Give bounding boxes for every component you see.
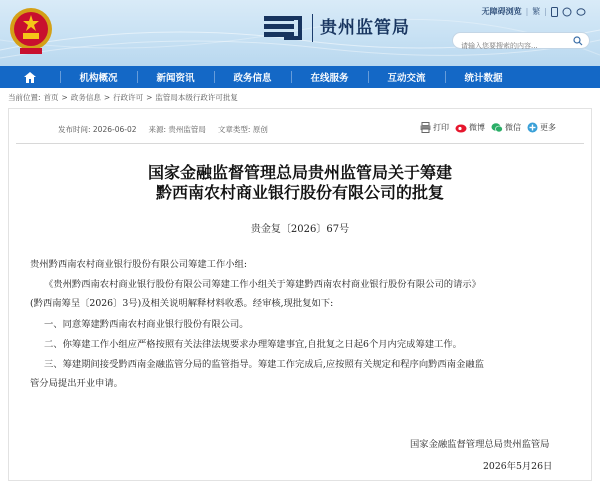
nav-item-statistics[interactable]: 统计数据 (445, 66, 522, 88)
weibo-icon (455, 122, 467, 133)
share-bar (420, 122, 556, 133)
nav-item-about[interactable]: 机构概况 (60, 66, 137, 88)
printer-icon (420, 122, 431, 133)
article-title-line2: 黔西南农村商业银行股份有限公司的批复 (155, 183, 444, 202)
sign-date: 2026年5月26日 (483, 461, 553, 472)
top-links (482, 6, 586, 17)
more-share-button[interactable] (527, 122, 556, 133)
salutation: 贵州黔西南农村商业银行股份有限公司筹建工作小组: (30, 259, 247, 270)
breadcrumb-item-approvals[interactable]: 监管局本级行政许可批复 (155, 93, 238, 102)
breadcrumb-separator: > (61, 93, 68, 102)
nav-item-online-service[interactable]: 在线服务 (291, 66, 368, 88)
regulator-logo-icon (262, 12, 304, 46)
breadcrumb-prefix: 当前位置: (8, 93, 41, 102)
home-icon (24, 72, 36, 83)
article-title-line1: 国家金融监督管理总局贵州监管局关于筹建 (147, 163, 452, 182)
article-source: 来源: 贵州监管局 (148, 125, 206, 134)
wechat-share-button[interactable] (491, 122, 521, 133)
site-name: 贵州监管局 (320, 18, 410, 38)
wechat-label: 微信 (505, 123, 521, 132)
traditional-chinese-link[interactable]: 繁 (532, 7, 541, 16)
print-label: 打印 (433, 123, 449, 132)
brand-divider (312, 14, 313, 42)
weibo-icon[interactable] (562, 7, 572, 17)
breadcrumb-item-home[interactable]: 首页 (43, 93, 59, 102)
breadcrumb-separator: > (146, 93, 153, 102)
accessibility-link[interactable]: 无障碍浏览 (481, 7, 522, 16)
mobile-icon[interactable] (551, 7, 558, 17)
breadcrumb-item-government-info[interactable]: 政务信息 (70, 93, 101, 102)
item-3-line2: 管分局提出开业申请。 (30, 378, 123, 389)
item-3-line1: 三、筹建期间接受黔西南金融监管分局的监管指导。筹建工作完成后,应按照有关规定和程序向黔西南金融监 (44, 359, 484, 370)
breadcrumb (8, 92, 238, 103)
plus-icon (527, 122, 538, 133)
search-input[interactable] (453, 39, 565, 54)
more-label: 更多 (540, 123, 556, 132)
signature: 国家金融监督管理总局贵州监管局 (410, 439, 550, 450)
article-meta-bar (8, 119, 592, 141)
weibo-label: 微博 (469, 123, 485, 132)
nav-item-government-info[interactable]: 政务信息 (214, 66, 291, 88)
document-number: 贵金复〔2026〕67号 (250, 224, 350, 235)
article-meta (58, 124, 268, 135)
search-icon[interactable] (573, 36, 583, 46)
item-1: 一、同意筹建黔西南农村商业银行股份有限公司。 (44, 319, 249, 330)
breadcrumb-separator: > (103, 93, 111, 102)
nav-item-news[interactable]: 新闻资讯 (137, 66, 214, 88)
divider: | (525, 7, 529, 16)
nav-home[interactable] (0, 66, 60, 88)
publish-date: 发布时间: 2026-06-02 (58, 125, 137, 134)
wechat-icon (491, 122, 503, 133)
print-button[interactable] (420, 122, 449, 133)
search-box (452, 32, 590, 49)
main-nav (0, 66, 600, 88)
national-emblem-icon (8, 6, 54, 56)
item-2: 二、你筹建工作小组应严格按照有关法律法规要求办理筹建事宜,自批复之日起6个月内完成筹建工作。 (44, 339, 462, 350)
meta-divider (16, 143, 584, 144)
article-type: 文章类型: 原创 (217, 125, 268, 134)
breadcrumb-item-licensing[interactable]: 行政许可 (113, 93, 144, 102)
weibo-share-button[interactable] (455, 122, 485, 133)
paragraph-1-line1: 《贵州黔西南农村商业银行股份有限公司筹建工作小组关于筹建黔西南农村商业银行股份有限公司的请示》 (44, 279, 481, 290)
divider: | (544, 7, 547, 16)
nav-item-interaction[interactable]: 互动交流 (368, 66, 445, 88)
site-header (0, 0, 600, 66)
wechat-icon[interactable] (576, 7, 586, 17)
paragraph-1-line2: (黔西南筹呈〔2026〕3号)及相关说明解释材料收悉。经审核,现批复如下: (30, 298, 334, 309)
